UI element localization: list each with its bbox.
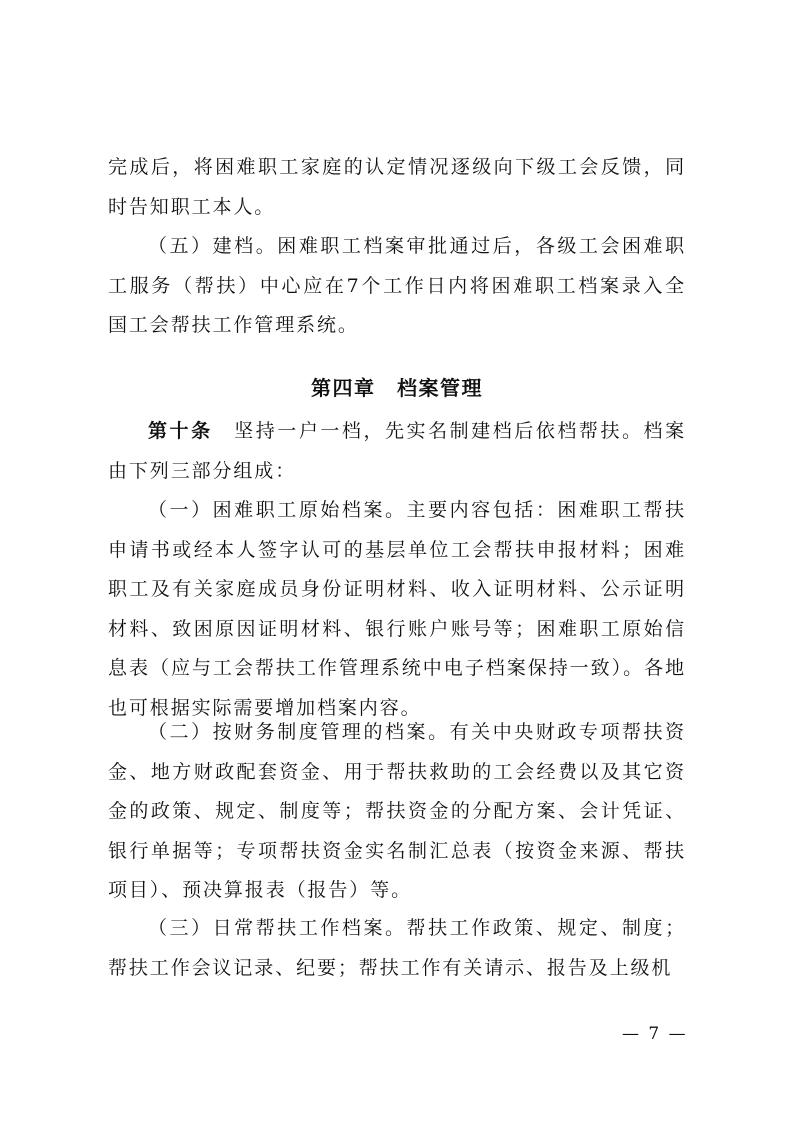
item-original-archive: （一）困难职工原始档案。主要内容包括：困难职工帮扶申请书或经本人签字认可的基层单位工会帮扶申报材料；困难职工及有关家庭成员身份证明材料、收入证明材料、公示证明材料、致困原因证明材料、银行账户账号等；困难职工原始信息表（应与工会帮扶工作管理系统中电子档案保持一致）。各地也可根据实际需要增加档案内容。 — [108, 499, 686, 719]
article-10-label: 第十条 — [148, 420, 213, 442]
item-daily-archive: （三）日常帮扶工作档案。帮扶工作政策、规定、制度；帮扶工作会议记录、纪要；帮扶工作有关请示、报告及上级机 — [108, 917, 686, 979]
paragraph-continuation: 完成后，将困难职工家庭的认定情况逐级向下级工会反馈，同时告知职工本人。 — [108, 156, 686, 218]
page-number: — 7 — — [622, 1024, 688, 1044]
article-10 — [108, 412, 686, 491]
paragraph-archive-setup: （五）建档。困难职工档案审批通过后，各级工会困难职工服务（帮扶）中心应在7个工作日内将困难职工档案录入全国工会帮扶工作管理系统。 — [108, 235, 686, 337]
article-10-text: 坚持一户一档，先实名制建档后依档帮扶。档案由下列三部分组成： — [108, 420, 686, 482]
item-finance-archive: （二）按财务制度管理的档案。有关中央财政专项帮扶资金、地方财政配套资金、用于帮扶救助的工会经费以及其它资金的政策、规定、制度等；帮扶资金的分配方案、会计凭证、银行单据等；专项帮扶资金实名制汇总表（按资金来源、帮扶项目）、预决算报表（报告）等。 — [108, 721, 686, 902]
chapter-title: 第四章 档案管理 — [311, 376, 483, 400]
